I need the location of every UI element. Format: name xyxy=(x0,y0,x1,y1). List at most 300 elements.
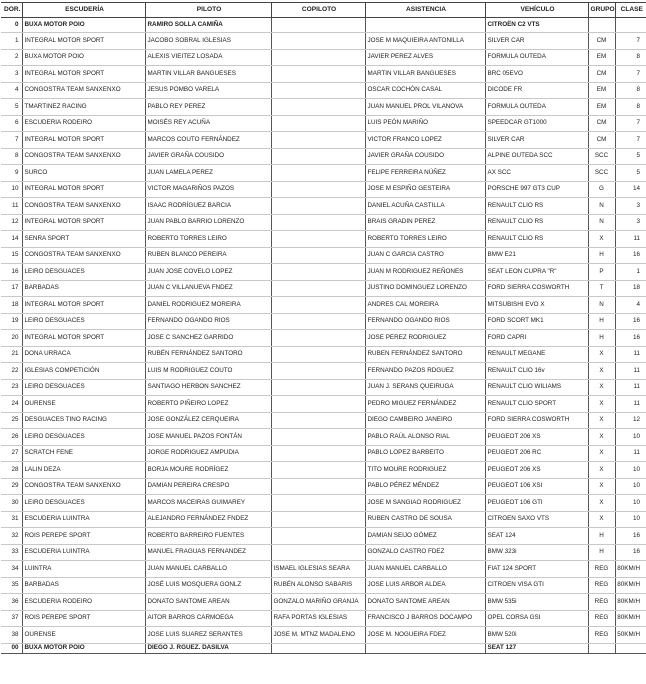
cell-asistencia: PABLO LOPEZ BARBEITO xyxy=(365,445,485,462)
cell-dor: 4 xyxy=(1,82,22,99)
cell-asistencia: RUBEN FERNÁNDEZ SANTORO xyxy=(365,346,485,363)
table-row xyxy=(1,346,646,363)
cell-vehiculo: PEUGEOT 206 XS xyxy=(485,462,588,479)
cell-dor: 11 xyxy=(1,198,22,215)
cell-grupo: REG xyxy=(588,610,615,627)
cell-clase xyxy=(615,643,646,653)
cell-grupo: H xyxy=(588,247,615,264)
table-row xyxy=(1,396,646,413)
cell-grupo: N xyxy=(588,214,615,231)
cell-asistencia: LUIS PEÓN MARIÑO xyxy=(365,115,485,132)
cell-clase: 10 xyxy=(615,462,646,479)
cell-vehiculo: RENAULT CLIO RS xyxy=(485,214,588,231)
cell-piloto: ROBERTO PIÑEIRO LOPEZ xyxy=(145,396,271,413)
cell-vehiculo: OPEL CORSA GSI xyxy=(485,610,588,627)
table-row xyxy=(1,412,646,429)
cell-copiloto xyxy=(271,165,365,182)
cell-clase: 8 xyxy=(615,99,646,116)
cell-grupo: X xyxy=(588,429,615,446)
cell-piloto: DONATO SANTOME AREAN xyxy=(145,594,271,611)
cell-dor: 20 xyxy=(1,330,22,347)
cell-escuderia: LEIRO DESGUACES xyxy=(22,313,145,330)
table-row xyxy=(1,594,646,611)
cell-grupo xyxy=(588,18,615,33)
cell-piloto: VICTOR MAGARIÑOS PAZOS xyxy=(145,181,271,198)
cell-piloto: JUAN LAMELA PEREZ xyxy=(145,165,271,182)
cell-escuderia: BUXA MOTOR POIO xyxy=(22,18,145,33)
cell-clase: 80KM/H xyxy=(615,610,646,627)
cell-grupo: EM xyxy=(588,49,615,66)
cell-copiloto xyxy=(271,346,365,363)
cell-copiloto: GONZALO MARIÑO GRANJA xyxy=(271,594,365,611)
cell-copiloto: RUBÉN ALONSO SABARIS xyxy=(271,577,365,594)
cell-grupo: H xyxy=(588,528,615,545)
cell-copiloto xyxy=(271,214,365,231)
cell-clase: 4 xyxy=(615,297,646,314)
cell-copiloto xyxy=(271,280,365,297)
cell-clase: 16 xyxy=(615,313,646,330)
header-clase: CLASE xyxy=(615,3,646,18)
cell-grupo: T xyxy=(588,280,615,297)
cell-escuderia: SURCO xyxy=(22,165,145,182)
cell-piloto: JOSÉ LUIS MOSQUERA GONLZ xyxy=(145,577,271,594)
cell-vehiculo: RENAULT CLIO SPORT xyxy=(485,396,588,413)
cell-escuderia: SCRATCH FENE xyxy=(22,445,145,462)
cell-clase: 10 xyxy=(615,478,646,495)
cell-dor: 29 xyxy=(1,478,22,495)
cell-piloto: MARCOS MACEIRAS GUIMAREY xyxy=(145,495,271,512)
cell-dor: 21 xyxy=(1,346,22,363)
table-row xyxy=(1,643,646,653)
cell-asistencia: JUAN MANUEL PROL VILANOVA xyxy=(365,99,485,116)
cell-copiloto xyxy=(271,231,365,248)
table-body xyxy=(1,18,646,654)
cell-piloto: JUAN JOSE COVELO LOPEZ xyxy=(145,264,271,281)
cell-vehiculo: BMW E21 xyxy=(485,247,588,264)
cell-dor: 00 xyxy=(1,643,22,653)
cell-asistencia: JUAN M RODRIGUEZ REÑONES xyxy=(365,264,485,281)
cell-vehiculo: SEAT 124 xyxy=(485,528,588,545)
cell-clase: 11 xyxy=(615,396,646,413)
cell-asistencia: ROBERTO TORRES LEIRO xyxy=(365,231,485,248)
table-row xyxy=(1,462,646,479)
cell-piloto: DAMIAN PEREIRA CRESPO xyxy=(145,478,271,495)
cell-copiloto xyxy=(271,198,365,215)
cell-piloto: ROBERTO TORRES LEIRO xyxy=(145,231,271,248)
cell-asistencia: FERNANDO PAZOS RDGUEZ xyxy=(365,363,485,380)
cell-piloto: RAMIRO SOLLA CAMIÑA xyxy=(145,18,271,33)
cell-asistencia: TITO MOURE RODRIGUEZ xyxy=(365,462,485,479)
cell-clase: 5 xyxy=(615,165,646,182)
cell-vehiculo: SEAT LEON CUPRA "R" xyxy=(485,264,588,281)
cell-dor: 30 xyxy=(1,495,22,512)
table-row xyxy=(1,198,646,215)
cell-clase: 16 xyxy=(615,544,646,561)
cell-asistencia: DIEGO CAMBEIRO JANEIRO xyxy=(365,412,485,429)
cell-escuderia: CONGOSTRA TEAM SANXENXO xyxy=(22,148,145,165)
cell-escuderia: LEIRO DESGUACES xyxy=(22,264,145,281)
cell-grupo: X xyxy=(588,511,615,528)
cell-dor: 28 xyxy=(1,462,22,479)
cell-clase: 5 xyxy=(615,148,646,165)
header-dor: DOR. xyxy=(1,3,22,18)
cell-copiloto: ISMAEL IGLESIAS SEARA xyxy=(271,561,365,578)
cell-grupo: X xyxy=(588,346,615,363)
cell-dor: 7 xyxy=(1,132,22,149)
cell-dor: 9 xyxy=(1,165,22,182)
cell-piloto: JOSE GONZÁLEZ CERQUEIRA xyxy=(145,412,271,429)
cell-asistencia: DAMIAN SEIJO GÓMEZ xyxy=(365,528,485,545)
cell-escuderia: CONGOSTRA TEAM SANXENXO xyxy=(22,82,145,99)
cell-asistencia: JAVIER PEREZ ALVES xyxy=(365,49,485,66)
cell-clase: 8 xyxy=(615,82,646,99)
header-escuderia: ESCUDERÍA xyxy=(22,3,145,18)
cell-asistencia: JOSE LUIS ARBOR ALDEA xyxy=(365,577,485,594)
cell-escuderia: BARBADAS xyxy=(22,577,145,594)
cell-asistencia: BRAIS GRADIN PEREZ xyxy=(365,214,485,231)
cell-dor: 0 xyxy=(1,18,22,33)
cell-piloto: JACOBO SOBRAL IGLESIAS xyxy=(145,33,271,50)
cell-dor: 14 xyxy=(1,231,22,248)
cell-piloto: JUAN MANUEL CARBALLO xyxy=(145,561,271,578)
cell-piloto: ALEXIS VIEITEZ LOSADA xyxy=(145,49,271,66)
cell-escuderia: INTEGRAL MOTOR SPORT xyxy=(22,132,145,149)
cell-piloto: ROBERTO BARREIRO FUENTES xyxy=(145,528,271,545)
table-row xyxy=(1,99,646,116)
cell-copiloto xyxy=(271,379,365,396)
cell-grupo: X xyxy=(588,478,615,495)
cell-grupo: REG xyxy=(588,594,615,611)
cell-clase: 11 xyxy=(615,379,646,396)
cell-copiloto xyxy=(271,33,365,50)
cell-copiloto xyxy=(271,115,365,132)
cell-piloto: JORGE RODRIGUEZ AMPUDIA xyxy=(145,445,271,462)
cell-asistencia xyxy=(365,18,485,33)
cell-dor: 15 xyxy=(1,247,22,264)
cell-vehiculo: SPEEDCAR GT1000 xyxy=(485,115,588,132)
table-row xyxy=(1,330,646,347)
cell-dor: 2 xyxy=(1,49,22,66)
cell-copiloto xyxy=(271,445,365,462)
table-row xyxy=(1,33,646,50)
cell-clase: 7 xyxy=(615,115,646,132)
cell-escuderia: INTEGRAL MOTOR SPORT xyxy=(22,181,145,198)
cell-asistencia: JAVIER GRAÑA COUSIDO xyxy=(365,148,485,165)
table-row xyxy=(1,165,646,182)
cell-dor: 31 xyxy=(1,511,22,528)
cell-dor: 36 xyxy=(1,594,22,611)
cell-copiloto xyxy=(271,643,365,653)
cell-escuderia: BARBADAS xyxy=(22,280,145,297)
cell-clase: 10 xyxy=(615,429,646,446)
cell-clase: 12 xyxy=(615,412,646,429)
cell-dor: 6 xyxy=(1,115,22,132)
cell-dor: 18 xyxy=(1,297,22,314)
cell-grupo xyxy=(588,643,615,653)
cell-clase: 10 xyxy=(615,495,646,512)
cell-copiloto xyxy=(271,99,365,116)
cell-copiloto xyxy=(271,247,365,264)
cell-asistencia: JOSE M ESPIÑO GESTEIRA xyxy=(365,181,485,198)
cell-grupo: X xyxy=(588,379,615,396)
cell-piloto: PABLO REY PEREZ xyxy=(145,99,271,116)
cell-piloto: RUBEN BLANCO PEREIRA xyxy=(145,247,271,264)
header-grupo: GRUPO xyxy=(588,3,615,18)
cell-escuderia: ROIS PEREPE SPORT xyxy=(22,610,145,627)
table-row xyxy=(1,148,646,165)
cell-grupo: CM xyxy=(588,33,615,50)
cell-copiloto xyxy=(271,297,365,314)
cell-escuderia: CONGOSTRA TEAM SANXENXO xyxy=(22,478,145,495)
cell-escuderia: BUXA MOTOR POIO xyxy=(22,643,145,653)
cell-piloto: JOSE LUIS SUAREZ SERANTES xyxy=(145,627,271,644)
cell-asistencia: ANDRES CAL MOREIRA xyxy=(365,297,485,314)
cell-asistencia: OSCAR COCHÓN CASAL xyxy=(365,82,485,99)
cell-grupo: CM xyxy=(588,132,615,149)
cell-escuderia: OURENSE xyxy=(22,396,145,413)
cell-escuderia: SENRA SPORT xyxy=(22,231,145,248)
cell-copiloto xyxy=(271,313,365,330)
cell-escuderia: BUXA MOTOR POIO xyxy=(22,49,145,66)
cell-grupo: REG xyxy=(588,627,615,644)
cell-clase: 50KM/H xyxy=(615,627,646,644)
cell-clase: 3 xyxy=(615,214,646,231)
cell-dor: 10 xyxy=(1,181,22,198)
cell-clase xyxy=(615,18,646,33)
cell-escuderia: INTEGRAL MOTOR SPORT xyxy=(22,330,145,347)
cell-piloto: BORJA MOURE RODRÍGEZ xyxy=(145,462,271,479)
cell-vehiculo: BMW 323i xyxy=(485,544,588,561)
cell-copiloto xyxy=(271,49,365,66)
table-row xyxy=(1,18,646,33)
cell-dor: 8 xyxy=(1,148,22,165)
cell-vehiculo: FORD SIERRA COSWORTH xyxy=(485,280,588,297)
cell-grupo: CM xyxy=(588,66,615,83)
cell-piloto: JOSE MANUEL PAZOS FONTÁN xyxy=(145,429,271,446)
cell-dor: 17 xyxy=(1,280,22,297)
table-row xyxy=(1,379,646,396)
table-row xyxy=(1,49,646,66)
table-row xyxy=(1,214,646,231)
cell-asistencia: FELIPE FERREIRA NÚÑEZ xyxy=(365,165,485,182)
cell-piloto: JUAN PABLO BARRIO LORENZO xyxy=(145,214,271,231)
table-row xyxy=(1,264,646,281)
cell-grupo: N xyxy=(588,198,615,215)
cell-copiloto xyxy=(271,396,365,413)
table-row xyxy=(1,82,646,99)
cell-piloto: JOSE C SANCHEZ GARRIDO xyxy=(145,330,271,347)
cell-vehiculo: PEUGEOT 106 XSI xyxy=(485,478,588,495)
cell-asistencia: PABLO RAÚL ALONSO RIAL xyxy=(365,429,485,446)
cell-vehiculo: BMW 520i xyxy=(485,627,588,644)
cell-piloto: SANTIAGO HERBON SANCHEZ xyxy=(145,379,271,396)
cell-grupo: P xyxy=(588,264,615,281)
cell-clase: 18 xyxy=(615,280,646,297)
cell-escuderia: INTEGRAL MOTOR SPORT xyxy=(22,297,145,314)
cell-asistencia: PEDRO MIGUEZ FERNÁNDEZ xyxy=(365,396,485,413)
cell-asistencia xyxy=(365,643,485,653)
cell-grupo: REG xyxy=(588,561,615,578)
cell-grupo: X xyxy=(588,445,615,462)
cell-grupo: X xyxy=(588,412,615,429)
cell-asistencia: RUBEN CASTRO DE SOUSA xyxy=(365,511,485,528)
cell-vehiculo: PORSCHE 997 GT3 CUP xyxy=(485,181,588,198)
cell-copiloto xyxy=(271,528,365,545)
cell-copiloto xyxy=(271,18,365,33)
cell-grupo: H xyxy=(588,330,615,347)
cell-vehiculo: CITROEN VISA GTI xyxy=(485,577,588,594)
cell-copiloto xyxy=(271,82,365,99)
cell-asistencia: JOSE PEREZ RODRIGUEZ xyxy=(365,330,485,347)
cell-vehiculo: PEUGEOT 106 GTI xyxy=(485,495,588,512)
cell-clase: 1 xyxy=(615,264,646,281)
table-row xyxy=(1,297,646,314)
cell-piloto: JAVIER GRAÑA COUSIDO xyxy=(145,148,271,165)
cell-vehiculo: AX SCC xyxy=(485,165,588,182)
cell-piloto: JUAN C VILLANUEVA FNDEZ xyxy=(145,280,271,297)
cell-copiloto xyxy=(271,544,365,561)
cell-copiloto xyxy=(271,478,365,495)
cell-vehiculo: CITROEN SAXO VTS xyxy=(485,511,588,528)
cell-escuderia: ESCUDERIA RODEIRO xyxy=(22,115,145,132)
table-row xyxy=(1,181,646,198)
cell-escuderia: DONA URRACA xyxy=(22,346,145,363)
table-row xyxy=(1,429,646,446)
table-row xyxy=(1,478,646,495)
cell-piloto: DANIEL RODRIGUEZ MOREIRA xyxy=(145,297,271,314)
table-row xyxy=(1,528,646,545)
cell-asistencia: GONZALO CASTRO FDEZ xyxy=(365,544,485,561)
cell-grupo: REG xyxy=(588,577,615,594)
table-row xyxy=(1,363,646,380)
cell-copiloto xyxy=(271,330,365,347)
cell-grupo: EM xyxy=(588,99,615,116)
cell-vehiculo: RENAULT CLIO WILIAMS xyxy=(485,379,588,396)
cell-vehiculo: MITSUBISHI EVO X xyxy=(485,297,588,314)
cell-asistencia: JUAN C GARCIA CASTRO xyxy=(365,247,485,264)
cell-grupo: SCC xyxy=(588,165,615,182)
cell-clase: 7 xyxy=(615,132,646,149)
cell-vehiculo: BRC 05EVO xyxy=(485,66,588,83)
cell-escuderia: ESCUDERIA LUINTRA xyxy=(22,511,145,528)
cell-vehiculo: BMW 535i xyxy=(485,594,588,611)
cell-piloto: ALEJANDRO FERNÁNDEZ FNDEZ xyxy=(145,511,271,528)
cell-copiloto xyxy=(271,66,365,83)
cell-vehiculo: ALPINE OUTEDA SCC xyxy=(485,148,588,165)
cell-copiloto xyxy=(271,148,365,165)
cell-piloto: ISAAC RODRÍGUEZ BARCIA xyxy=(145,198,271,215)
cell-piloto: AITOR BARROS CARMOEGA xyxy=(145,610,271,627)
cell-escuderia: LEIRO DESGUACES xyxy=(22,429,145,446)
cell-escuderia: INTEGRAL MOTOR SPORT xyxy=(22,66,145,83)
cell-grupo: X xyxy=(588,462,615,479)
cell-grupo: EM xyxy=(588,82,615,99)
cell-clase: 80KM/H xyxy=(615,561,646,578)
cell-escuderia: ESCUDERIA RODEIRO xyxy=(22,594,145,611)
cell-vehiculo: FIAT 124 SPORT xyxy=(485,561,588,578)
cell-copiloto xyxy=(271,264,365,281)
cell-escuderia: TMARTINEZ RACING xyxy=(22,99,145,116)
cell-grupo: H xyxy=(588,544,615,561)
cell-vehiculo: FORD SCORT MK1 xyxy=(485,313,588,330)
cell-clase: 11 xyxy=(615,445,646,462)
cell-clase: 16 xyxy=(615,247,646,264)
cell-copiloto xyxy=(271,363,365,380)
cell-copiloto xyxy=(271,132,365,149)
cell-escuderia: LUINTRA xyxy=(22,561,145,578)
cell-copiloto xyxy=(271,511,365,528)
table-row xyxy=(1,627,646,644)
cell-copiloto xyxy=(271,429,365,446)
cell-clase: 80KM/H xyxy=(615,594,646,611)
cell-grupo: G xyxy=(588,181,615,198)
cell-escuderia: ESCUDERIA LUINTRA xyxy=(22,544,145,561)
table-row xyxy=(1,313,646,330)
cell-clase: 11 xyxy=(615,363,646,380)
cell-grupo: X xyxy=(588,396,615,413)
cell-clase: 16 xyxy=(615,330,646,347)
cell-vehiculo: RENAULT CLIO 16v xyxy=(485,363,588,380)
cell-piloto: DIEGO J. RGUEZ. DASILVA xyxy=(145,643,271,653)
table-row xyxy=(1,511,646,528)
cell-asistencia: JOSE M. NOGUEIRA FDEZ xyxy=(365,627,485,644)
cell-copiloto: JOSE M. MTNZ MADALENO xyxy=(271,627,365,644)
table-row xyxy=(1,495,646,512)
cell-dor: 3 xyxy=(1,66,22,83)
cell-asistencia: VICTOR FRANCO LOPEZ xyxy=(365,132,485,149)
cell-clase: 80KM/H xyxy=(615,577,646,594)
cell-piloto: RUBÉN FERNÁNDEZ SANTORO xyxy=(145,346,271,363)
cell-asistencia: PABLO PÉREZ MÉNDEZ xyxy=(365,478,485,495)
cell-dor: 26 xyxy=(1,429,22,446)
cell-piloto: LUIS M RODRIGUEZ COUTO xyxy=(145,363,271,380)
cell-grupo: X xyxy=(588,495,615,512)
cell-copiloto xyxy=(271,495,365,512)
cell-clase: 7 xyxy=(615,66,646,83)
cell-asistencia: JUAN J. SERANS QUEIRUGA xyxy=(365,379,485,396)
cell-vehiculo: RENAULT MEGANE xyxy=(485,346,588,363)
table-row xyxy=(1,132,646,149)
cell-vehiculo: FORD SIERRA COSWORTH xyxy=(485,412,588,429)
cell-escuderia: OURENSE xyxy=(22,627,145,644)
table-row xyxy=(1,280,646,297)
table-row xyxy=(1,445,646,462)
cell-escuderia: CONGOSTRA TEAM SANXENXO xyxy=(22,247,145,264)
cell-vehiculo: DICODE FR xyxy=(485,82,588,99)
cell-escuderia: IGLESIAS COMPETICIÓN xyxy=(22,363,145,380)
cell-dor: 16 xyxy=(1,264,22,281)
cell-asistencia: JOSE M MAQUIEIRA ANTONILLA xyxy=(365,33,485,50)
cell-asistencia: JUSTINO DOMINGUEZ LORENZO xyxy=(365,280,485,297)
cell-vehiculo: PEUGEOT 206 RC xyxy=(485,445,588,462)
table-row xyxy=(1,66,646,83)
cell-grupo: CM xyxy=(588,115,615,132)
cell-dor: 5 xyxy=(1,99,22,116)
cell-dor: 35 xyxy=(1,577,22,594)
cell-grupo: SCC xyxy=(588,148,615,165)
cell-vehiculo: FORD CAPRI xyxy=(485,330,588,347)
cell-vehiculo: SILVER CAR xyxy=(485,33,588,50)
cell-copiloto xyxy=(271,462,365,479)
cell-escuderia: INTEGRAL MOTOR SPORT xyxy=(22,33,145,50)
cell-clase: 14 xyxy=(615,181,646,198)
header-copiloto: COPILOTO xyxy=(271,3,365,18)
cell-dor: 33 xyxy=(1,544,22,561)
table-row xyxy=(1,115,646,132)
cell-dor: 25 xyxy=(1,412,22,429)
cell-dor: 22 xyxy=(1,363,22,380)
cell-piloto: FERNANDO OGANDO RIOS xyxy=(145,313,271,330)
